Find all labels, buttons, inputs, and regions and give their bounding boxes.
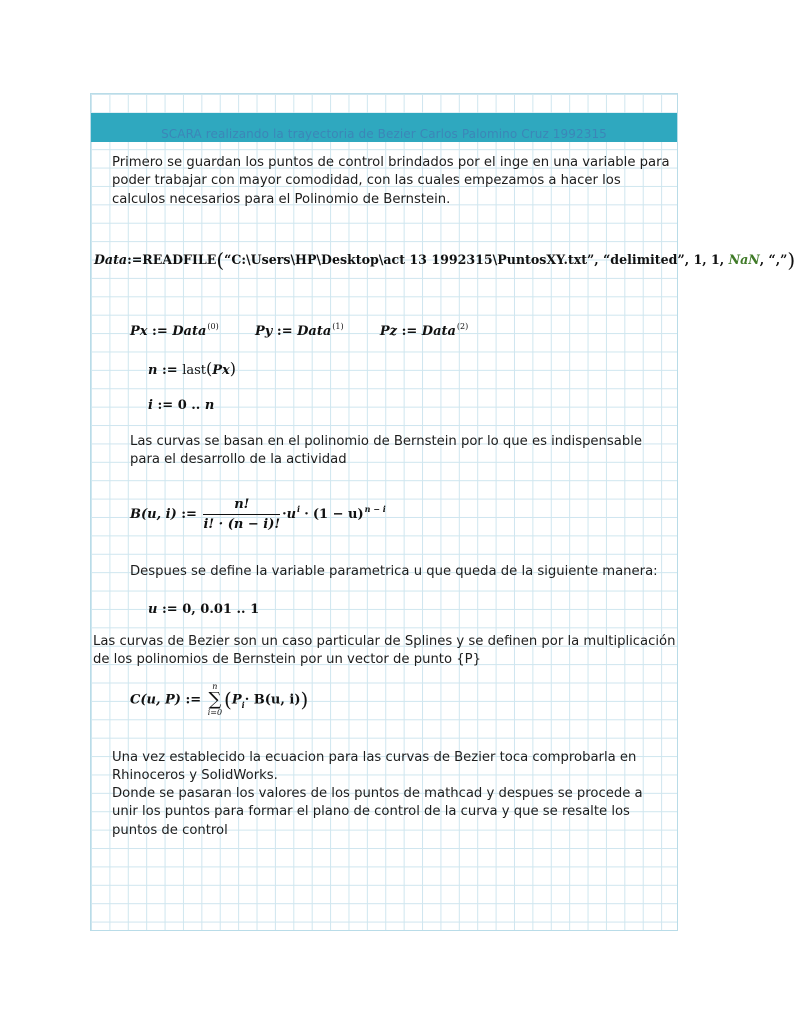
verification-paragraph: Una vez establecido la ecuacion para las curvas de Bezier toca comprobarla en Rhinoceros y SolidWorks. — [112, 750, 637, 784]
bernstein-equation: B(u, i) := $\frac{n!}{i! \cdot (n - i)!}$ $\cdot u^i \cdot (1 - u)^{n - i}$ — [130, 497, 386, 532]
parametric-paragraph: Despues se define la variable parametrica u que queda de la siguiente manera: — [130, 564, 658, 579]
readfile-lhs: Data — [94, 252, 128, 267]
title-banner — [91, 113, 677, 142]
readfile-func: READFILE — [142, 252, 217, 267]
procedure-paragraph: Donde se pasaran los valores de los puntos de mathcad y despues se procede a unir los puntos para formar el plano de control de la curva y que se resalte los puntos de control — [112, 786, 643, 838]
columns-equation — [130, 322, 468, 339]
py-assignment: Py := Data$^{(1)}$ — [255, 322, 344, 339]
px-assignment: Px := Data$^{(0)}$ — [130, 322, 219, 339]
worksheet — [90, 93, 795, 931]
bezier-equation: C(u, P) := n ∑ i=0 ($P_i\cdot B(u$, i)) — [130, 682, 309, 717]
i-equation: i := 0 .. n — [148, 398, 215, 413]
summation-symbol: n ∑ i=0 — [207, 682, 223, 717]
n-equation: n := last(Px) — [148, 359, 237, 378]
intro-paragraph: Primero se guardan los puntos de control brindados por el inge en una variable para poder trabajar con mayor comodidad, con las cuales empezamos a hacer los calculos necesarios para el Polinomio de Bernstein. — [112, 155, 670, 207]
readfile-mode: “delimited” — [603, 252, 685, 267]
readfile-nan: NaN — [728, 252, 760, 267]
u-equation: u := 0, 0.01 .. 1 — [148, 602, 260, 617]
bernstein-intro-paragraph: Las curvas se basan en el polinomio de Bernstein por lo que es indispensable para el desarrollo de la actividad — [130, 434, 643, 468]
pz-assignment: Pz := Data$^{(2)}$ — [379, 322, 469, 339]
readfile-path: “C:\Users\HP\Desktop\act 13 1992315\PuntosXY.txt” — [224, 252, 595, 267]
bezier-paragraph: Las curvas de Bezier son un caso particular de Splines y se definen por la multiplicación de los polinomios de Bernstein por un vector de punto {P} — [93, 634, 676, 668]
bernstein-fraction: $\frac{n!}{i! \cdot (n - i)!}$ — [203, 497, 281, 532]
readfile-sep: “,” — [768, 252, 788, 267]
readfile-arg2: 1 — [711, 252, 720, 267]
readfile-arg1: 1 — [693, 252, 703, 267]
worksheet-title: SCARA realizando la trayectoria de Bezier Carlos Palomino Cruz 1992315 — [161, 127, 607, 141]
readfile-equation: Data:=READFILE(“C:\Users\HP\Desktop\act 13 1992315\PuntosXY.txt”, “delimited”, 1, 1, NaN, “,”) — [94, 248, 795, 272]
